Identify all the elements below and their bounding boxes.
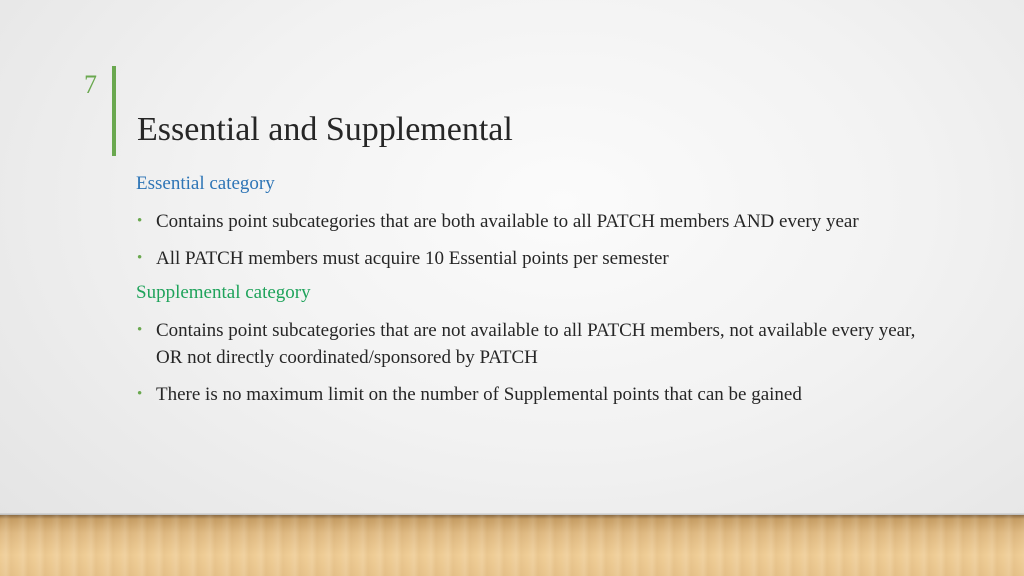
bullet-icon: • xyxy=(137,385,143,402)
bullet-text: Contains point subcategories that are both available to all PATCH members AND every year xyxy=(156,210,859,232)
slide-content xyxy=(136,173,936,418)
slide-title: Essential and Supplemental xyxy=(137,111,513,148)
bullet-text: All PATCH members must acquire 10 Essential points per semester xyxy=(156,247,669,269)
bullet-item xyxy=(136,208,936,235)
bullet-icon: • xyxy=(137,321,143,338)
wood-floor-background xyxy=(0,515,1024,576)
bullet-icon: • xyxy=(137,249,143,266)
bullet-item xyxy=(136,245,936,272)
section-heading-essential: Essential category xyxy=(136,173,275,194)
title-accent-bar xyxy=(112,66,116,156)
section-heading-supplemental: Supplemental category xyxy=(136,281,311,303)
bullet-text: Contains point subcategories that are not available to all PATCH members, not available every year, OR not directly coordinated/sponsored by PATCH xyxy=(156,319,916,368)
bullet-item xyxy=(136,381,936,408)
bullet-text: There is no maximum limit on the number of Supplemental points that can be gained xyxy=(156,383,802,405)
bullet-icon: • xyxy=(137,212,143,229)
slide-number: 7 xyxy=(84,70,97,99)
bullet-item xyxy=(136,317,936,371)
